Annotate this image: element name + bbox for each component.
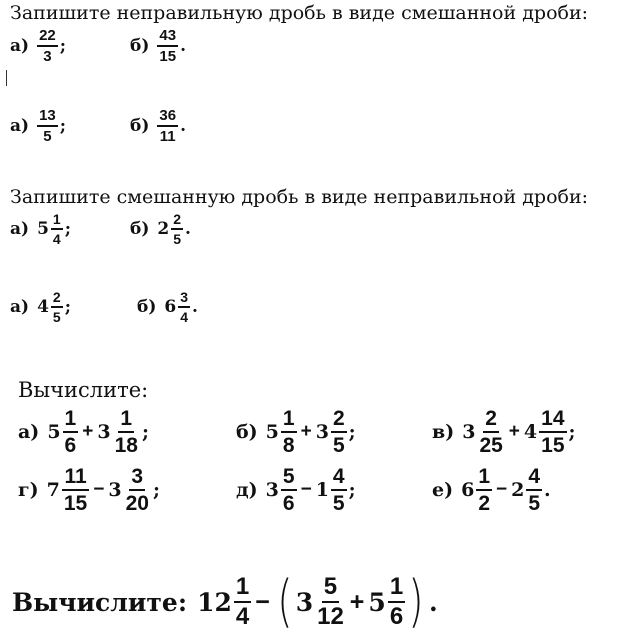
- fraction: [171, 212, 183, 246]
- denominator: 15: [541, 434, 565, 457]
- fraction: [281, 408, 297, 456]
- denominator: 11: [159, 128, 176, 145]
- fraction: [157, 28, 178, 64]
- whole-part: 5: [47, 421, 61, 443]
- punctuation: .: [429, 587, 438, 617]
- whole-part: 2: [157, 219, 170, 239]
- denominator: 12: [317, 603, 344, 630]
- operator: +: [82, 421, 94, 442]
- denominator: 6: [282, 492, 295, 515]
- task-1c: [10, 108, 66, 144]
- denominator: 15: [159, 48, 177, 65]
- denominator: 8: [282, 434, 295, 457]
- task-label: б): [130, 116, 150, 136]
- numerator: 2: [171, 212, 183, 230]
- denominator: 5: [528, 492, 541, 515]
- task-3f: [432, 466, 551, 514]
- numerator: 43: [157, 28, 178, 47]
- task-1a: [10, 28, 66, 64]
- numerator: 3: [129, 466, 145, 491]
- open-paren: (: [277, 569, 293, 634]
- task-label: в): [432, 421, 455, 443]
- task-label: а): [10, 36, 30, 56]
- punctuation: ;: [348, 421, 356, 443]
- fraction: [476, 466, 492, 514]
- whole-part: 1: [315, 479, 329, 501]
- task-label: а): [10, 116, 30, 136]
- punctuation: .: [180, 36, 186, 56]
- whole-part: 5: [265, 421, 279, 443]
- task-2b: [130, 212, 191, 246]
- fraction: [178, 290, 190, 324]
- fraction: [51, 212, 63, 246]
- fraction: [539, 408, 566, 456]
- denominator: 5: [332, 492, 345, 515]
- fraction: [51, 290, 63, 324]
- punctuation: ;: [59, 36, 67, 56]
- task-label: б): [130, 36, 150, 56]
- numerator: 1: [476, 466, 492, 491]
- fraction: [388, 575, 405, 629]
- whole-part: 5: [368, 587, 386, 617]
- fraction: [234, 575, 251, 629]
- task-3e: [236, 466, 356, 514]
- punctuation: ;: [348, 479, 356, 501]
- fraction: [63, 408, 79, 456]
- whole-part: 3: [462, 421, 476, 443]
- operator: +: [300, 421, 312, 442]
- fraction: [477, 408, 504, 456]
- numerator: 11: [62, 466, 88, 491]
- punctuation: .: [180, 116, 186, 136]
- numerator: 1: [118, 408, 134, 433]
- numerator: 13: [37, 108, 58, 127]
- numerator: 14: [539, 408, 566, 433]
- punctuation: .: [544, 479, 551, 501]
- numerator: 4: [526, 466, 542, 491]
- punctuation: ;: [141, 421, 149, 443]
- denominator: 15: [63, 492, 88, 515]
- denominator: 5: [43, 128, 52, 145]
- numerator: 22: [37, 28, 58, 47]
- whole-part: 3: [315, 421, 329, 443]
- punctuation: ;: [64, 297, 71, 317]
- numerator: 2: [51, 290, 63, 308]
- fraction: [157, 108, 178, 144]
- final-task-label: Вычислите:: [12, 587, 188, 617]
- task-2d: [137, 290, 198, 324]
- numerator: 36: [157, 108, 178, 127]
- punctuation: ;: [64, 219, 71, 239]
- numerator: 1: [63, 408, 79, 433]
- close-paren: ): [408, 569, 424, 634]
- operator: +: [508, 421, 520, 442]
- fraction: [37, 108, 58, 144]
- punctuation: .: [192, 297, 198, 317]
- punctuation: ;: [59, 116, 67, 136]
- task-3a: [18, 408, 149, 456]
- whole-part: 3: [265, 479, 279, 501]
- operator: −: [300, 479, 312, 500]
- task-label: е): [432, 479, 454, 501]
- denominator: 3: [43, 48, 52, 65]
- numerator: 4: [331, 466, 347, 491]
- task-label: а): [10, 219, 30, 239]
- whole-part: 5: [37, 219, 49, 239]
- section3-heading: Вычислите:: [18, 378, 149, 402]
- whole-part: 6: [164, 297, 177, 317]
- fraction: [124, 466, 151, 514]
- numerator: 5: [281, 466, 297, 491]
- numerator: 2: [483, 408, 499, 433]
- section2-heading: Запишите смешанную дробь в виде неправильной дроби:: [10, 186, 589, 208]
- task-3c: [432, 408, 576, 456]
- task-label: д): [236, 479, 258, 501]
- final-task: [12, 569, 438, 634]
- whole-part: 12: [197, 587, 232, 617]
- denominator: 2: [478, 492, 490, 515]
- fraction: [62, 466, 89, 514]
- whole-part: 3: [108, 479, 122, 501]
- whole-part: 4: [37, 297, 49, 317]
- numerator: 1: [281, 408, 297, 433]
- whole-part: 7: [46, 479, 60, 501]
- denominator: 5: [52, 309, 61, 325]
- whole-part: 4: [523, 421, 538, 443]
- margin-mark: [6, 70, 7, 86]
- numerator: 1: [388, 575, 405, 603]
- fraction: [315, 575, 346, 629]
- fraction: [331, 408, 347, 456]
- operator: −: [93, 479, 105, 500]
- whole-part: 6: [461, 479, 475, 501]
- task-label: б): [130, 219, 150, 239]
- denominator: 20: [125, 492, 149, 515]
- task-2a: [10, 212, 71, 246]
- denominator: 4: [235, 603, 250, 630]
- punctuation: ;: [152, 479, 160, 501]
- numerator: 1: [51, 212, 63, 230]
- task-label: г): [18, 479, 39, 501]
- numerator: 1: [234, 575, 251, 603]
- fraction: [526, 466, 542, 514]
- task-1d: [130, 108, 186, 144]
- operator: −: [496, 479, 508, 500]
- punctuation: .: [185, 219, 191, 239]
- task-label: б): [236, 421, 258, 443]
- fraction: [37, 28, 58, 64]
- whole-part: 2: [511, 479, 525, 501]
- denominator: 25: [479, 434, 503, 457]
- denominator: 5: [173, 231, 182, 247]
- task-label: а): [18, 421, 40, 443]
- task-2c: [10, 290, 71, 324]
- whole-part: 3: [97, 421, 111, 443]
- punctuation: ;: [568, 421, 576, 443]
- denominator: 6: [389, 603, 404, 630]
- denominator: 18: [114, 434, 138, 457]
- denominator: 5: [332, 434, 345, 457]
- denominator: 4: [52, 231, 61, 247]
- task-label: б): [137, 297, 157, 317]
- section1-heading: Запишите неправильную дробь в виде смешанной дроби:: [10, 2, 589, 24]
- fraction: [113, 408, 140, 456]
- numerator: 5: [322, 575, 339, 603]
- task-3b: [236, 408, 356, 456]
- fraction: [331, 466, 347, 514]
- denominator: 6: [64, 434, 77, 457]
- task-1b: [130, 28, 186, 64]
- operator: +: [349, 587, 365, 616]
- denominator: 4: [180, 309, 189, 325]
- task-3d: [18, 466, 160, 514]
- fraction: [281, 466, 297, 514]
- operator: −: [255, 587, 270, 616]
- task-label: а): [10, 297, 30, 317]
- numerator: 3: [178, 290, 190, 308]
- numerator: 2: [331, 408, 347, 433]
- whole-part: 3: [295, 587, 314, 617]
